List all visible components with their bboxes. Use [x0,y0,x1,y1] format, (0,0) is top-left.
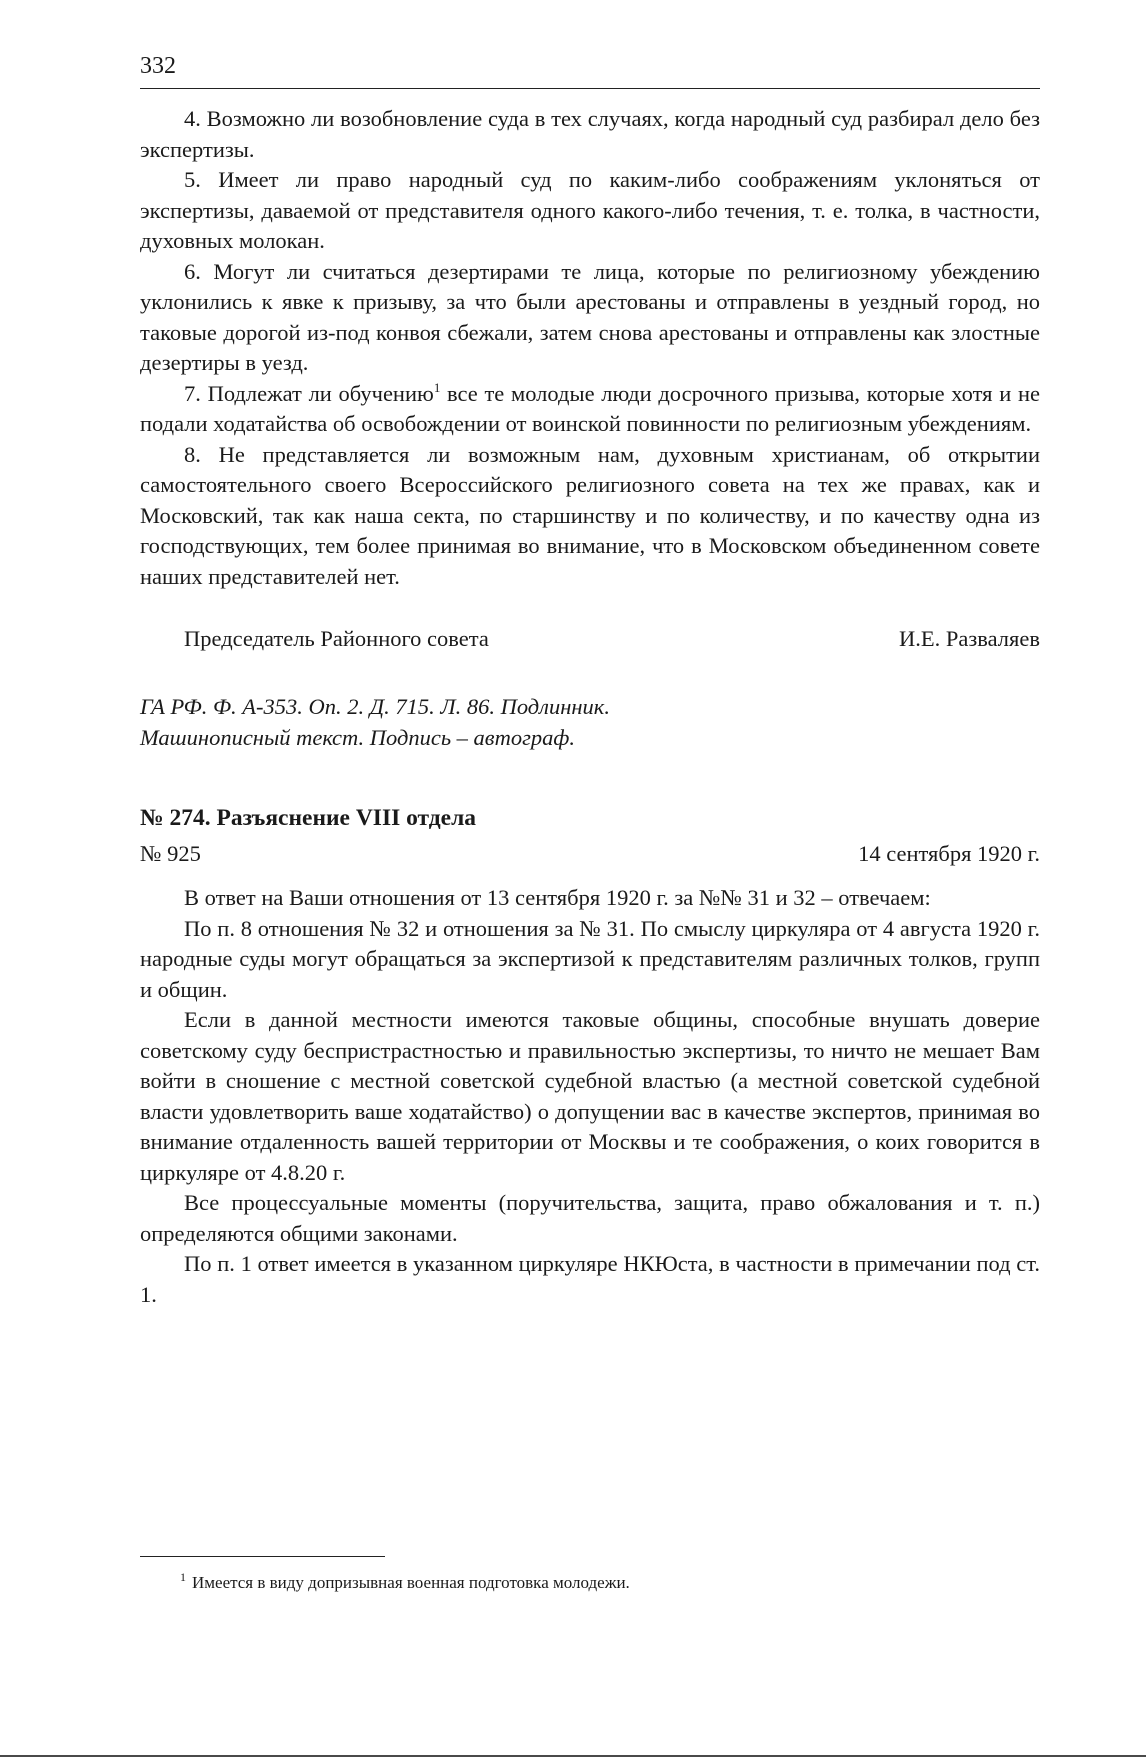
document-title: № 274. Разъяснение VIII отдела [140,804,477,831]
footnote-separator [140,1556,385,1557]
document-paragraph: Все процессуальные моменты (поручительства, защита, право обжалования и т. п.) определяются общими законами. [140,1190,1040,1246]
question-item-4: 4. Возможно ли возобновление суда в тех случаях, когда народный суд разбирал дело без экспертизы. [140,106,1040,162]
footnote [180,1572,630,1594]
footnote-reference[interactable]: 1 [433,379,441,395]
document-paragraph: Если в данной местности имеются таковые общины, способные внушать доверие советскому суду беспристрастностью и правильностью экспертизы, то ничто не мешает Вам войти в сношение с местной советской судебной властью (а местной советской судебной власти удовлетворить ваше ходатайство) о допущении вас в качестве экспертов, принимая во внимание отдаленность вашей территории от Москвы и те соображения, о коих говорится в циркуляре от 4.8.20 г. [140,1007,1040,1185]
question-item-7 [140,379,1040,440]
page-number: 332 [140,53,176,79]
document-paragraph: По п. 8 отношения № 32 и отношения за № 31. По смыслу циркуляра от 4 августа 1920 г. народные суды могут обращаться за экспертизой к представителям различных толков, групп и общин. [140,915,1040,1002]
document-date: 14 сентября 1920 г. [858,840,1040,866]
page-content [140,104,1040,1310]
document-meta [140,839,1040,870]
header-rule [140,88,1040,89]
document-number: № 925 [140,840,201,866]
footnote-marker: 1 [180,1570,186,1584]
question-item-6: 6. Могут ли считаться дезертирами те лица, которые по религиозному убеждению уклонились к явке к призыву, за что были арестованы и отправлены в уездный город, но таковые дорогой из-под конвоя сбежали, затем снова арестованы и отправлены как злостные дезертиры в уезд. [140,258,1040,375]
question-item-5: 5. Имеет ли право народный суд по каким-либо соображениям уклоняться от экспертизы, даваемой от представителя одного какого-либо течения, т. е. толка, в частности, духовных молокан. [140,167,1040,253]
signatory-position: Председатель Районного совета [184,626,489,651]
document-paragraph: По п. 1 ответ имеется в указанном циркуляре НКЮста, в частности в примечании под ст. 1. [140,1251,1040,1307]
signatory-name: И.Е. Разваляев [899,626,1040,651]
question-item-7-text-after: все те молодые люди досрочного призыва, которые хотя и не подали ходатайства об освобождении от воинской повинности по религиозным убеждениям. [140,380,1040,436]
document-paragraph: В ответ на Ваши отношения от 13 сентября 1920 г. за №№ 31 и 32 – отвечаем: [184,885,931,910]
archive-reference [140,691,1040,753]
question-item-7-text-before: 7. Подлежат ли обучению [184,380,434,406]
question-item-8: 8. Не представляется ли возможным нам, духовным христианам, об открытии самостоятельного своего Всероссийского религиозного совета на тех же правах, как и Московский, так как наша секта, по старшинству и по количеству, и по качеству одна из господствующих, тем более принимая во внимание, что в Московском объединенном совете наших представителей нет. [140,441,1040,589]
signature-block [140,624,1040,655]
archive-reference-line-1: ГА РФ. Ф. А-353. Оп. 2. Д. 715. Л. 86. Подлинник. [140,693,610,719]
archive-reference-line-2: Машинописный текст. Подпись – автограф. [140,724,575,750]
footnote-text: Имеется в виду допризывная военная подготовка молодежи. [192,1573,630,1592]
